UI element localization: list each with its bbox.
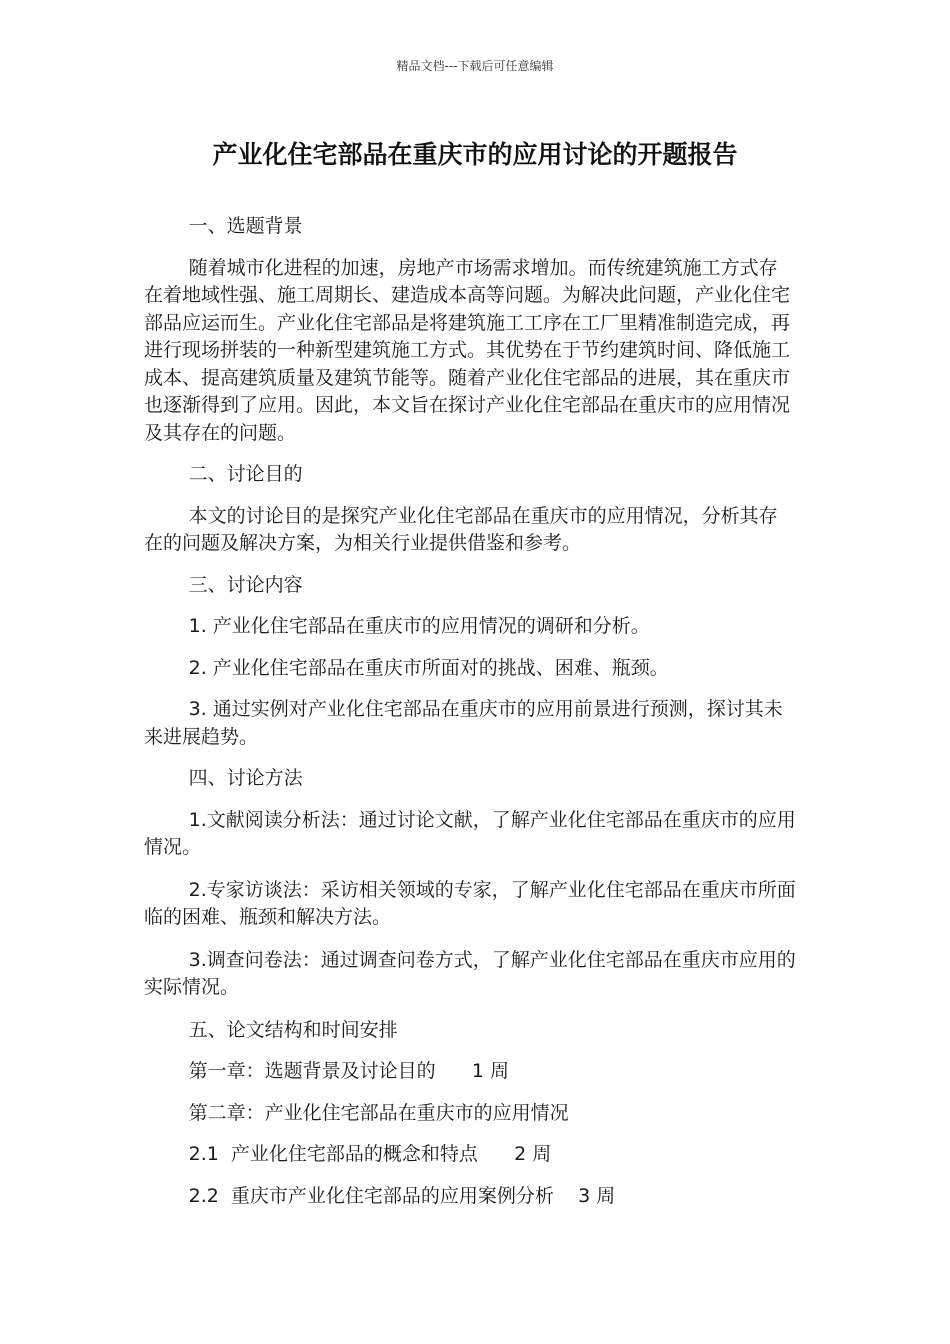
- page-title: 产业化住宅部品在重庆市的应用讨论的开题报告: [212, 140, 738, 169]
- list-item-content-1: 1. 产业化住宅部品在重庆市的应用情况的调研和分析。: [188, 615, 650, 637]
- list-item-method-3: 3.调查问卷法：通过调查问卷方式，了解产业化住宅部品在重庆市应用的实际情况。: [144, 948, 796, 998]
- schedule-item-1: 第一章：选题背景及讨论目的 1 周: [188, 1060, 510, 1082]
- document-body: [144, 213, 796, 1224]
- list-item-content-2: 2. 产业化住宅部品在重庆市所面对的挑战、困难、瓶颈。: [188, 656, 669, 679]
- list-item-method-2: 2.专家访谈法：采访相关领域的专家，了解产业化住宅部品在重庆市所面临的困难、瓶颈和解决方法。: [144, 878, 796, 928]
- paragraph-background: 随着城市化进程的加速，房地产市场需求增加。而传统建筑施工方式存在着地域性强、施工周期长、建造成本高等问题。为解决此问题，产业化住宅部品应运而生。产业化住宅部品是将建筑施工工序在工厂里精准制造完成，再进行现场拼装的一种新型建筑施工方式。其优势在于节约建筑时间、降低施工成本、提高建筑质量及建筑节能等。随着产业化住宅部品的进展，其在重庆市也逐渐得到了应用。因此，本文旨在探讨产业化住宅部品在重庆市的应用情况及其存在的问题。: [144, 256, 791, 444]
- section-heading-content: 三、讨论内容: [188, 573, 303, 596]
- list-item-content-3: 3. 通过实例对产业化住宅部品在重庆市的应用前景进行预测，探讨其未来进展趋势。: [144, 698, 783, 748]
- section-heading-background: 一、选题背景: [188, 215, 303, 237]
- header-note: 精品文档---下载后可任意编辑: [396, 59, 554, 73]
- schedule-item-4: 2.2 重庆市产业化住宅部品的应用案例分析 3 周: [188, 1184, 616, 1207]
- list-item-method-1: 1.文献阅读分析法：通过讨论文献，了解产业化住宅部品在重庆市的应用情况。: [144, 808, 796, 858]
- schedule-item-2: 第二章：产业化住宅部品在重庆市的应用情况: [188, 1101, 569, 1124]
- section-heading-method: 四、讨论方法: [188, 767, 303, 789]
- schedule-item-3: 2.1 产业化住宅部品的概念和特点 2 周: [188, 1143, 552, 1165]
- section-heading-purpose: 二、讨论目的: [188, 463, 303, 485]
- section-heading-schedule: 五、论文结构和时间安排: [188, 1018, 398, 1041]
- paragraph-purpose: 本文的讨论目的是探究产业化住宅部品在重庆市的应用情况，分析其存在的问题及解决方案，为相关行业提供借鉴和参考。: [144, 504, 778, 554]
